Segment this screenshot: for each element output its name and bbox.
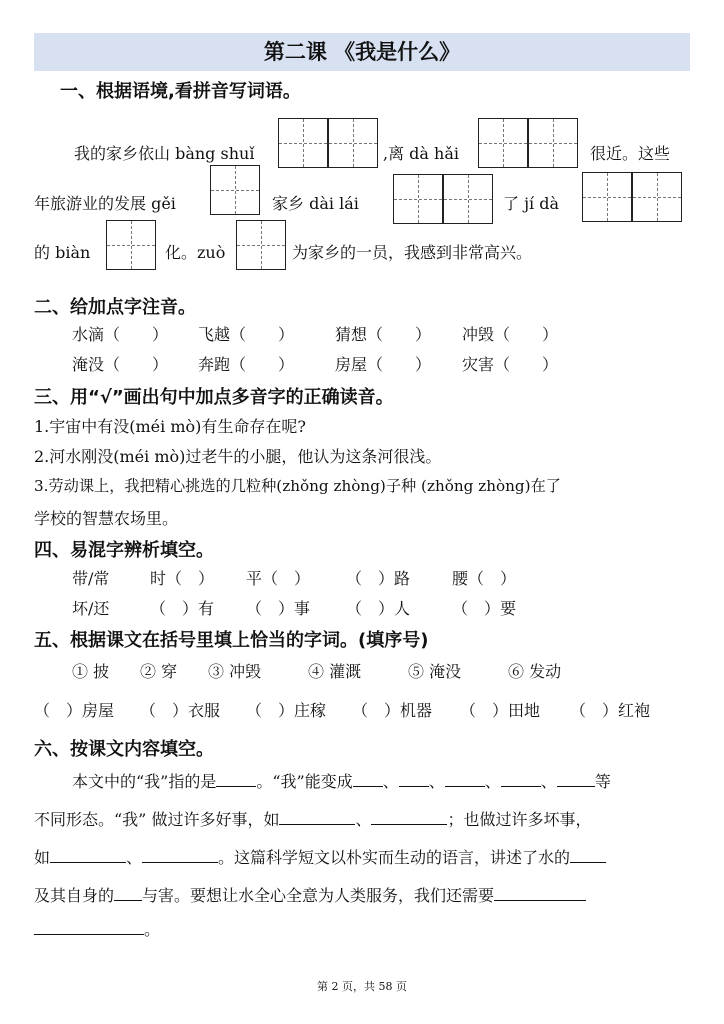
s3-q3b: 学校的智慧农场里。 [34, 509, 179, 528]
s5-option-6: ⑥ 发动 [508, 662, 562, 681]
answer-box-bian[interactable] [106, 220, 156, 270]
s5-option-2: ② 穿 [140, 662, 178, 681]
s6-line1: 本文中的“我”指的是 。“我”能变成 、 、 、 、 等 [72, 768, 611, 792]
s3-q1: 1.宇宙中有没(méi mò)有生命存在呢? [34, 417, 306, 436]
s4-r1-c1: 时（ ） [150, 569, 215, 588]
s6-line4: 及其自身的 与害。要想让水全心全意为人类服务，我们还需要 [34, 882, 586, 906]
s2-r1-c1: 水滴（ ） [72, 325, 169, 344]
answer-box-bangshui[interactable] [278, 118, 378, 168]
fill-blank[interactable] [114, 882, 142, 901]
s4-r2-c4: （ ）要 [452, 599, 517, 618]
s5-blank-2: （ ）衣服 [140, 701, 221, 720]
s4-r1-c3: （ ）路 [346, 569, 411, 588]
s4-r2-c1: （ ）有 [150, 599, 215, 618]
s3-q2: 2.河水刚没(méi mò)过老牛的小腿，他认为这条河很浅。 [34, 447, 442, 466]
s2-r2-c1: 淹没（ ） [72, 355, 169, 374]
s4-r1-c2: 平（ ） [246, 569, 311, 588]
answer-box-dailai[interactable] [393, 174, 493, 224]
section6-heading: 六、按课文内容填空。 [34, 739, 214, 760]
fill-blank[interactable] [371, 806, 447, 825]
s6-line2: 不同形态。“我” 做过许多好事，如 、 ；也做过许多坏事， [34, 806, 591, 830]
fill-blank[interactable] [142, 844, 218, 863]
page-title: 第二课 《我是什么》 [263, 40, 461, 64]
s4-r2-label: 坏/还 [72, 599, 110, 618]
fill-blank[interactable] [494, 882, 586, 901]
s2-r1-c2: 飞越（ ） [198, 325, 295, 344]
s2-r2-c4: 灾害（ ） [462, 355, 559, 374]
s1-line3-a: 的 biàn [34, 243, 91, 262]
s3-q3a: 3.劳动课上，我把精心挑选的几粒种(zhǒng zhòng)子种 (zhǒng zhòng)在了 [34, 477, 561, 495]
s5-blank-4: （ ）机器 [352, 701, 433, 720]
s2-r2-c2: 奔跑（ ） [198, 355, 295, 374]
fill-blank[interactable] [570, 844, 606, 863]
fill-blank[interactable] [501, 768, 541, 787]
s2-r2-c3: 房屋（ ） [335, 355, 432, 374]
s1-line2-b: 家乡 dài lái [272, 194, 359, 213]
fill-blank[interactable] [216, 768, 256, 787]
fill-blank[interactable] [557, 768, 595, 787]
page-footer: 第 2 页，共 58 页 [317, 980, 407, 993]
section2-heading: 二、给加点字注音。 [34, 297, 196, 318]
s5-option-3: ③ 冲毁 [208, 662, 262, 681]
s1-line1-a: 我的家乡依山 bàng shuǐ [74, 144, 255, 163]
s5-blank-1: （ ）房屋 [34, 701, 115, 720]
s1-line2-a: 年旅游业的发展 gěi [34, 194, 176, 213]
section5-heading: 五、根据课文在括号里填上恰当的字词。(填序号) [34, 630, 429, 651]
s4-r1-label: 带/常 [72, 569, 110, 588]
s4-r1-c4: 腰（ ） [452, 569, 517, 588]
s6-line5: 。 [34, 916, 160, 940]
s2-r1-c3: 猜想（ ） [335, 325, 432, 344]
section1-heading: 一、根据语境,看拼音写词语。 [60, 81, 301, 102]
fill-blank[interactable] [34, 916, 144, 935]
title-bar [34, 33, 690, 71]
fill-blank[interactable] [353, 768, 383, 787]
fill-blank[interactable] [50, 844, 126, 863]
section4-heading: 四、易混字辨析填空。 [34, 540, 214, 561]
s4-r2-c2: （ ）事 [246, 599, 311, 618]
fill-blank[interactable] [279, 806, 355, 825]
s5-blank-6: （ ）红袍 [570, 701, 651, 720]
fill-blank[interactable] [399, 768, 429, 787]
s1-line1-c: 很近。这些 [590, 144, 671, 163]
s6-line3: 如 、 。这篇科学短文以朴实而生动的语言，讲述了水的 [34, 844, 606, 868]
s1-line3-b: 化。zuò [165, 243, 226, 262]
s4-r2-c3: （ ）人 [346, 599, 411, 618]
s1-line3-c: 为家乡的一员，我感到非常高兴。 [292, 243, 533, 262]
section3-heading: 三、用“√”画出句中加点多音字的正确读音。 [34, 387, 394, 408]
s2-r1-c4: 冲毁（ ） [462, 325, 559, 344]
s5-blank-3: （ ）庄稼 [246, 701, 327, 720]
s1-line2-c: 了 jí dà [503, 194, 560, 213]
answer-box-dahai[interactable] [478, 118, 578, 168]
answer-box-jida[interactable] [582, 172, 682, 222]
answer-box-gei[interactable] [210, 165, 260, 215]
answer-box-zuo[interactable] [236, 220, 286, 270]
fill-blank[interactable] [445, 768, 485, 787]
s5-option-4: ④ 灌溉 [308, 662, 362, 681]
s5-blank-5: （ ）田地 [460, 701, 541, 720]
s5-option-1: ① 披 [72, 662, 110, 681]
s5-option-5: ⑤ 淹没 [408, 662, 462, 681]
s1-line1-b: ,离 dà hǎi [383, 144, 460, 163]
